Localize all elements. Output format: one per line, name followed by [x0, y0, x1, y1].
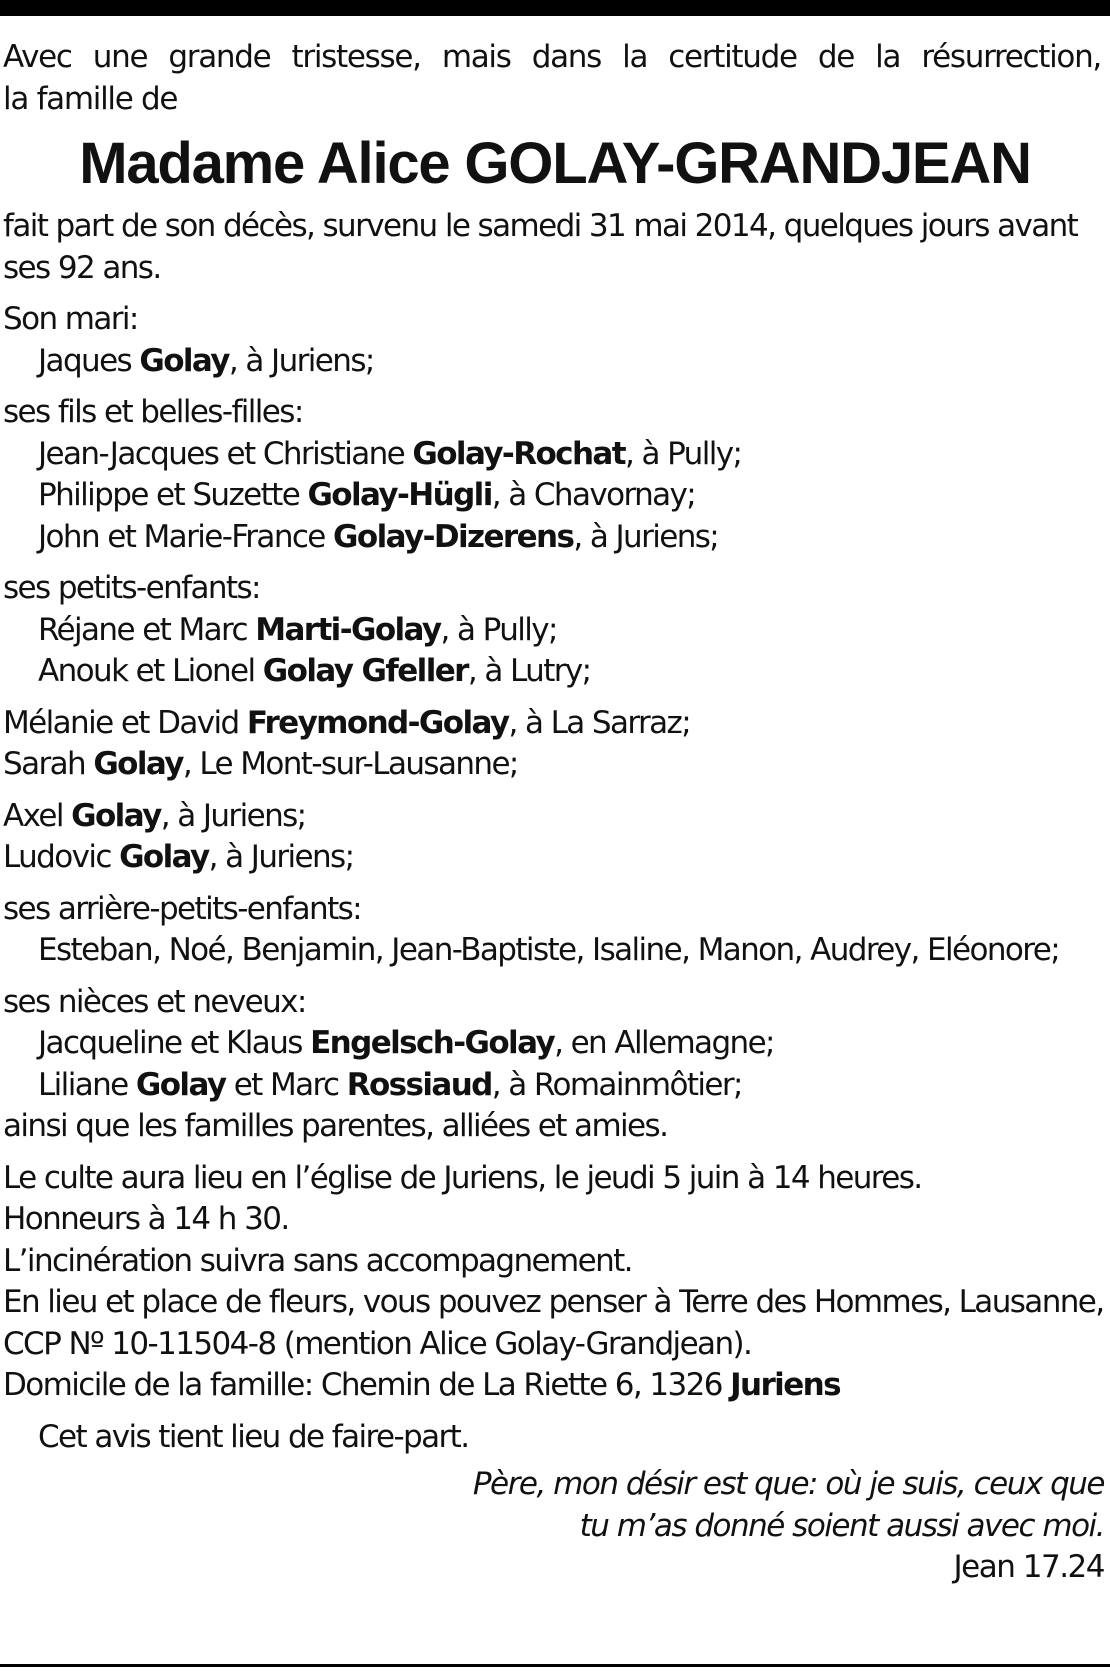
entry-surname: Golay [139, 342, 229, 379]
family-entry [3, 837, 1103, 879]
obituary-notice [0, 36, 1110, 1589]
intro-line-1: Avec une grande tristesse, mais dans la certitude de la résurrection, [3, 39, 1101, 75]
family-entry [3, 517, 1103, 559]
announcement-line-1: fait part de son décès, survenu le samedi 31 mai 2014, quelques jours avant [3, 208, 1078, 244]
section-label: ses fils et belles-filles: [3, 394, 303, 430]
family-entry [3, 796, 1103, 838]
entry-first-names: Mélanie et David [3, 704, 247, 741]
husband-section [3, 299, 1103, 382]
family-entry [3, 651, 1103, 693]
service-line: CCP Nº 10-11504-8 (mention Alice Golay-Grandjean). [3, 1325, 752, 1362]
section-label: ses nièces et neveux: [3, 983, 306, 1020]
section-label: ses arrière-petits-enfants: [3, 890, 362, 927]
entry-first-names: Jaques [38, 342, 140, 379]
family-entry [3, 610, 1103, 652]
entry-place: , à La Sarraz; [508, 704, 691, 741]
entry-place: , à Pully; [440, 611, 557, 648]
entry-surname: Golay-Hügli [307, 477, 492, 513]
entry-first-names: Ludovic [3, 839, 120, 875]
entry-surname: Golay [93, 746, 183, 782]
section-label: ses petits-enfants: [3, 570, 260, 606]
entry-surname: Golay [119, 839, 209, 875]
entry-surname: Golay [135, 1066, 226, 1103]
family-entry [3, 744, 1103, 786]
address-text: Domicile de la famille: Chemin de La Riette 6, 1326 [3, 1367, 731, 1403]
entry-first-names: Jean-Jacques et Christiane [38, 435, 413, 472]
great-grandchildren-names: Esteban, Noé, Benjamin, Jean-Baptiste, Isaline, Manon, Audrey, Eléonore; [38, 932, 1060, 968]
entry-place: , à Juriens; [208, 839, 354, 875]
intro-line-2: la famille de [3, 81, 178, 117]
closing-line: ainsi que les familles parentes, alliées et amies. [3, 1108, 668, 1144]
service-line: En lieu et place de fleurs, vous pouvez penser à Terre des Hommes, Lausanne, [3, 1284, 1104, 1320]
entry-surname: Rossiaud [346, 1066, 492, 1103]
entry-surname: Freymond-Golay [246, 704, 509, 741]
entry-place: , à Juriens; [573, 518, 719, 555]
entry-first-names: Anouk et Lionel [38, 653, 263, 689]
verse-reference: Jean 17.24 [953, 1549, 1104, 1585]
service-details [3, 1158, 1103, 1407]
entry-place: , à Juriens; [228, 342, 374, 379]
entry-place: , à Romainmôtier; [491, 1066, 742, 1103]
entry-first-names: et Marc [225, 1066, 347, 1103]
great-grandchildren-section [3, 889, 1103, 972]
entry-place: , Le Mont-sur-Lausanne; [182, 746, 518, 782]
service-line: Le culte aura lieu en l’église de Juriens, le jeudi 5 juin à 14 heures. [3, 1159, 922, 1196]
verse-line-1: Père, mon désir est que: où je suis, ceux que [472, 1466, 1104, 1502]
grandchildren-section [3, 568, 1103, 693]
entry-first-names: Axel [3, 797, 72, 834]
notice-text: Cet avis tient lieu de faire-part. [38, 1418, 469, 1455]
bible-verse [0, 1464, 1104, 1547]
sons-section [3, 392, 1103, 558]
entry-place: , à Lutry; [467, 653, 591, 689]
family-entry [3, 341, 1103, 383]
announcement-line-2: ses 92 ans. [3, 249, 161, 286]
deceased-name-heading: Madame Alice GOLAY-GRANDJEAN [79, 131, 1031, 196]
grandchildren-group-3 [3, 796, 1103, 879]
address-town: Juriens [730, 1367, 840, 1403]
entry-first-names: John et Marie-France [38, 518, 334, 555]
entry-first-names: Réjane et Marc [38, 611, 256, 648]
grandchildren-group-2 [3, 703, 1103, 786]
notice-paragraph [3, 1417, 1103, 1459]
entry-first-names: Sarah [3, 746, 94, 782]
intro-paragraph [3, 36, 1103, 120]
top-border-rule [0, 0, 1110, 16]
service-line: Honneurs à 14 h 30. [3, 1201, 289, 1237]
entry-place: , à Juriens; [160, 797, 306, 834]
family-address [3, 1365, 1103, 1407]
entry-surname: Golay [71, 797, 161, 834]
family-entry [3, 1065, 1103, 1107]
nieces-section [3, 982, 1103, 1148]
entry-surname: Golay-Dizerens [333, 518, 574, 555]
bottom-border-rule [0, 1664, 1110, 1667]
service-line: L’incinération suivra sans accompagnement. [3, 1242, 632, 1279]
family-entry [3, 703, 1103, 745]
entry-place: , à Pully; [624, 435, 742, 472]
entry-surname: Golay Gfeller [262, 653, 468, 689]
entry-first-names: Liliane [38, 1066, 136, 1103]
entry-place: , en Allemagne; [554, 1025, 774, 1061]
entry-first-names: Philippe et Suzette [38, 477, 308, 513]
entry-surname: Engelsch-Golay [310, 1025, 555, 1061]
entry-surname: Marti-Golay [255, 611, 441, 648]
section-label: Son mari: [3, 301, 138, 337]
entry-place: , à Chavornay; [491, 477, 696, 513]
verse-line-2: tu m’as donné soient aussi avec moi. [579, 1507, 1104, 1544]
entry-first-names: Jacqueline et Klaus [38, 1025, 311, 1061]
entry-surname: Golay-Rochat [412, 435, 625, 472]
announcement-paragraph [3, 206, 1103, 289]
family-entry [3, 475, 1103, 517]
family-entry [3, 434, 1103, 476]
family-entry [3, 1023, 1103, 1065]
